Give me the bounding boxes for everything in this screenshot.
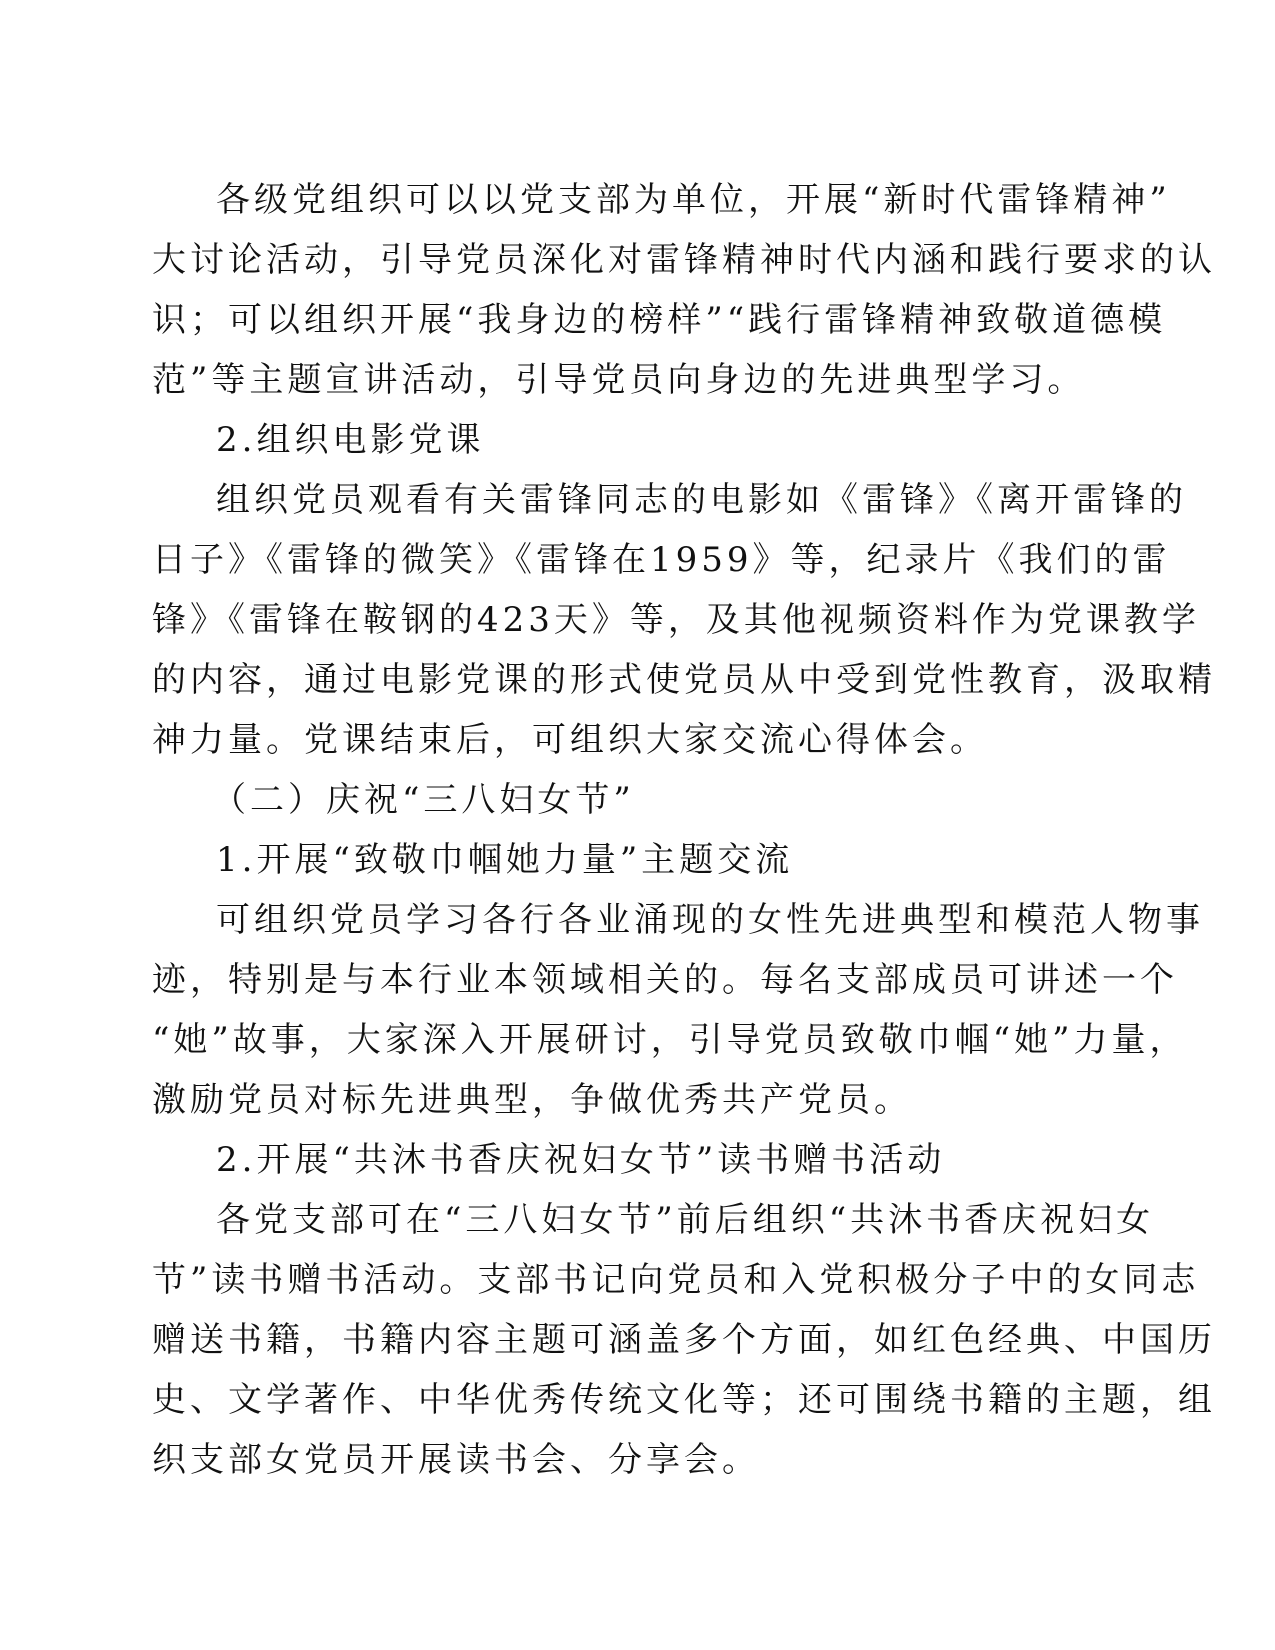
section-heading: 2.开展“共沐书香庆祝妇女节”读书赠书活动 xyxy=(216,1140,946,1180)
text-line: 的内容，通过电影党课的形式使党员从中受到党性教育，汲取精 xyxy=(152,660,1216,700)
section-heading: 2.组织电影党课 xyxy=(216,420,485,460)
text-line: 织支部女党员开展读书会、分享会。 xyxy=(152,1440,760,1480)
text-line: 可组织党员学习各行各业涌现的女性先进典型和模范人物事 xyxy=(216,900,1204,940)
section-heading: （二）庆祝“三八妇女节” xyxy=(212,780,635,820)
text-line: 迹，特别是与本行业本领域相关的。每名支部成员可讲述一个 xyxy=(152,960,1178,1000)
text-line: 组织党员观看有关雷锋同志的电影如《雷锋》《离开雷锋的 xyxy=(216,480,1187,520)
heading-reading xyxy=(152,1130,1092,1190)
movie-lesson-paragraph xyxy=(152,470,1216,770)
reading-paragraph xyxy=(152,1190,1216,1490)
text-line: 激励党员对标先进典型，争做优秀共产党员。 xyxy=(152,1080,912,1120)
text-line: 识；可以组织开展“我身边的榜样”“践行雷锋精神致敬道德模 xyxy=(152,300,1167,340)
text-line: 锋》《雷锋在鞍钢的423天》等，及其他视频资料作为党课教学 xyxy=(152,600,1200,640)
heading-her-power xyxy=(152,830,1092,890)
text-line: 各党支部可在“三八妇女节”前后组织“共沐书香庆祝妇女 xyxy=(216,1200,1155,1240)
text-line: “她”故事，大家深入开展研讨，引导党员致敬巾帼“她”力量， xyxy=(152,1020,1188,1060)
section-heading-womens-day xyxy=(152,770,1092,830)
heading-movie-lesson xyxy=(152,410,1092,470)
her-power-paragraph xyxy=(152,890,1204,1130)
section-heading: 1.开展“致敬巾帼她力量”主题交流 xyxy=(216,840,794,880)
text-line: 节”读书赠书活动。支部书记向党员和入党积极分子中的女同志 xyxy=(152,1260,1200,1300)
text-line: 神力量。党课结束后，可组织大家交流心得体会。 xyxy=(152,720,988,760)
text-line: 各级党组织可以以党支部为单位，开展“新时代雷锋精神” xyxy=(216,180,1171,220)
document-body xyxy=(152,170,1216,1490)
text-line: 大讨论活动，引导党员深化对雷锋精神时代内涵和践行要求的认 xyxy=(152,240,1216,280)
text-line: 范”等主题宣讲活动，引导党员向身边的先进典型学习。 xyxy=(152,360,1086,400)
text-line: 日子》《雷锋的微笑》《雷锋在1959》等，纪录片《我们的雷 xyxy=(152,540,1171,580)
text-line: 赠送书籍，书籍内容主题可涵盖多个方面，如红色经典、中国历 xyxy=(152,1320,1216,1360)
intro-paragraph xyxy=(152,170,1216,410)
text-line: 史、文学著作、中华优秀传统文化等；还可围绕书籍的主题，组 xyxy=(152,1380,1216,1420)
